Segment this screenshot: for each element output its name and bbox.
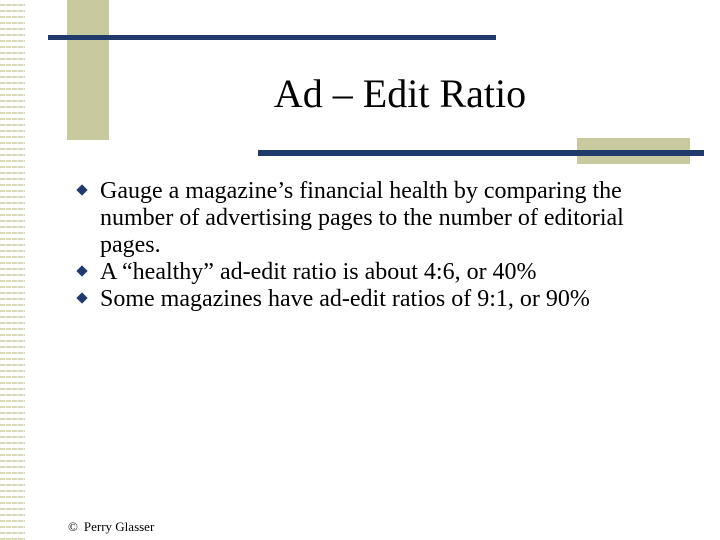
diamond-bullet-icon [76,265,87,276]
bullet-text: A “healthy” ad-edit ratio is about 4:6, or 40% [100,259,537,285]
title-rule-bottom [258,150,704,156]
bullet-item [78,178,678,259]
slide-title: Ad – Edit Ratio [273,71,527,116]
bullet-item [78,286,678,313]
footer-author: Perry Glasser [83,519,155,534]
footer [68,519,154,535]
decorative-stripes [0,0,25,540]
diamond-bullet-icon [76,292,87,303]
diamond-bullet-icon [76,184,87,195]
bullet-list [78,178,678,313]
title-rule-top [48,35,496,40]
bullet-text: Gauge a magazine’s financial health by comparing the number of advertising pages to the number of editorial pages. [100,178,624,258]
accent-block-top [67,0,109,140]
bullet-text: Some magazines have ad-edit ratios of 9:1, or 90% [100,286,590,312]
bullet-item [78,259,678,286]
copyright-icon: © [68,519,78,534]
